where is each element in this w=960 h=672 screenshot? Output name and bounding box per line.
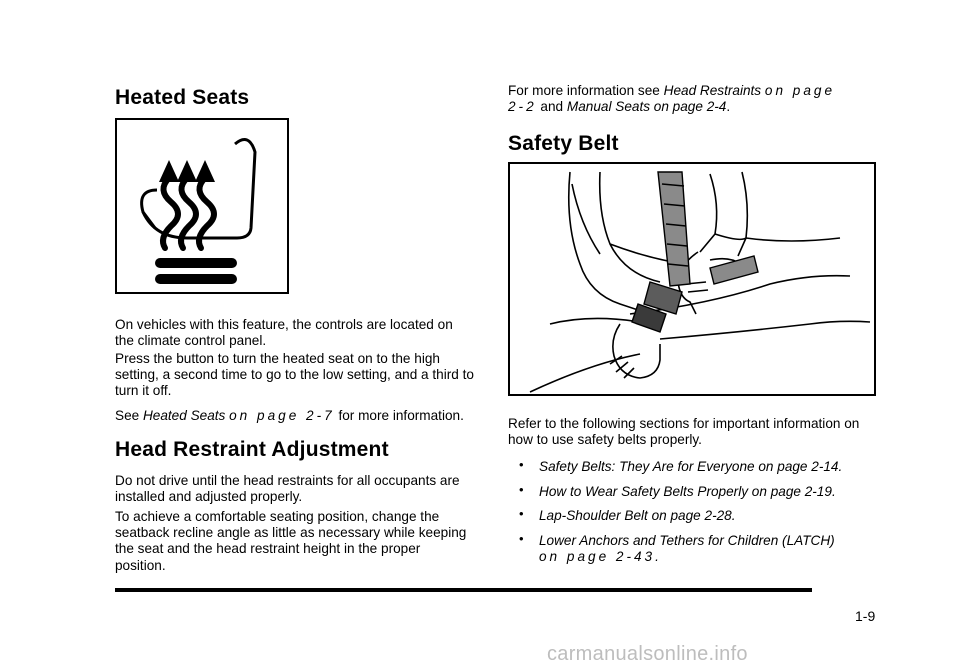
safety-belt-illustration [508, 162, 876, 396]
see-prefix: See [115, 408, 143, 423]
watermark: carmanualsonline.info [547, 643, 748, 665]
link-heated-seats[interactable]: Heated Seats on page 2-7 [142, 408, 335, 423]
link-head-restraints[interactable]: Head Restraints on page 2-2 [508, 83, 836, 115]
see-suffix: for more information. [334, 408, 464, 423]
head-restraint-para-2: To achieve a comfortable seating position, change the seatback recline angle as little as necessary while keeping the seat and the head restraint height in the proper position. [115, 509, 467, 573]
safety-belt-graphic [510, 164, 874, 394]
head-restraint-para-1: Do not drive until the head restraints for all occupants are installed and adjusted properly. [115, 473, 460, 505]
safety-belt-intro: Refer to the following sections for important information on how to use safety belts properly. [508, 416, 860, 448]
heated-seat-graphic [117, 120, 287, 292]
footer-rule [115, 588, 812, 592]
heated-seats-para-1: On vehicles with this feature, the controls are located on the climate control panel. [115, 317, 453, 349]
list-item[interactable]: • Lap-Shoulder Belt on page 2-28. [519, 506, 736, 524]
heated-seats-para-3 [115, 408, 475, 424]
heading-heated-seats: Heated Seats [115, 86, 250, 109]
list-item[interactable]: • Safety Belts: They Are for Everyone on page 2-14. [519, 457, 843, 474]
heated-seats-para-2: Press the button to turn the heated seat on to the high setting, a second time to go to the low setting, and a third to turn it off. [115, 351, 474, 399]
heated-seat-icon [115, 118, 289, 294]
link-manual-seats[interactable]: Manual Seats on page 2-4 [566, 99, 727, 115]
list-item[interactable]: • Lower Anchors and Tethers for Children (LATCH) on page 2-43. [519, 531, 835, 565]
safety-belt-references [508, 459, 878, 574]
list-item[interactable]: • How to Wear Safety Belts Properly on page 2-19. [519, 481, 836, 499]
more-info-para: For more information see Head Restraints on page 2-2 and Manual Seats on page 2-4. [508, 83, 836, 115]
heading-safety-belt: Safety Belt [508, 132, 619, 155]
page-number: 1-9 [855, 608, 876, 624]
heading-head-restraint: Head Restraint Adjustment [115, 438, 389, 461]
